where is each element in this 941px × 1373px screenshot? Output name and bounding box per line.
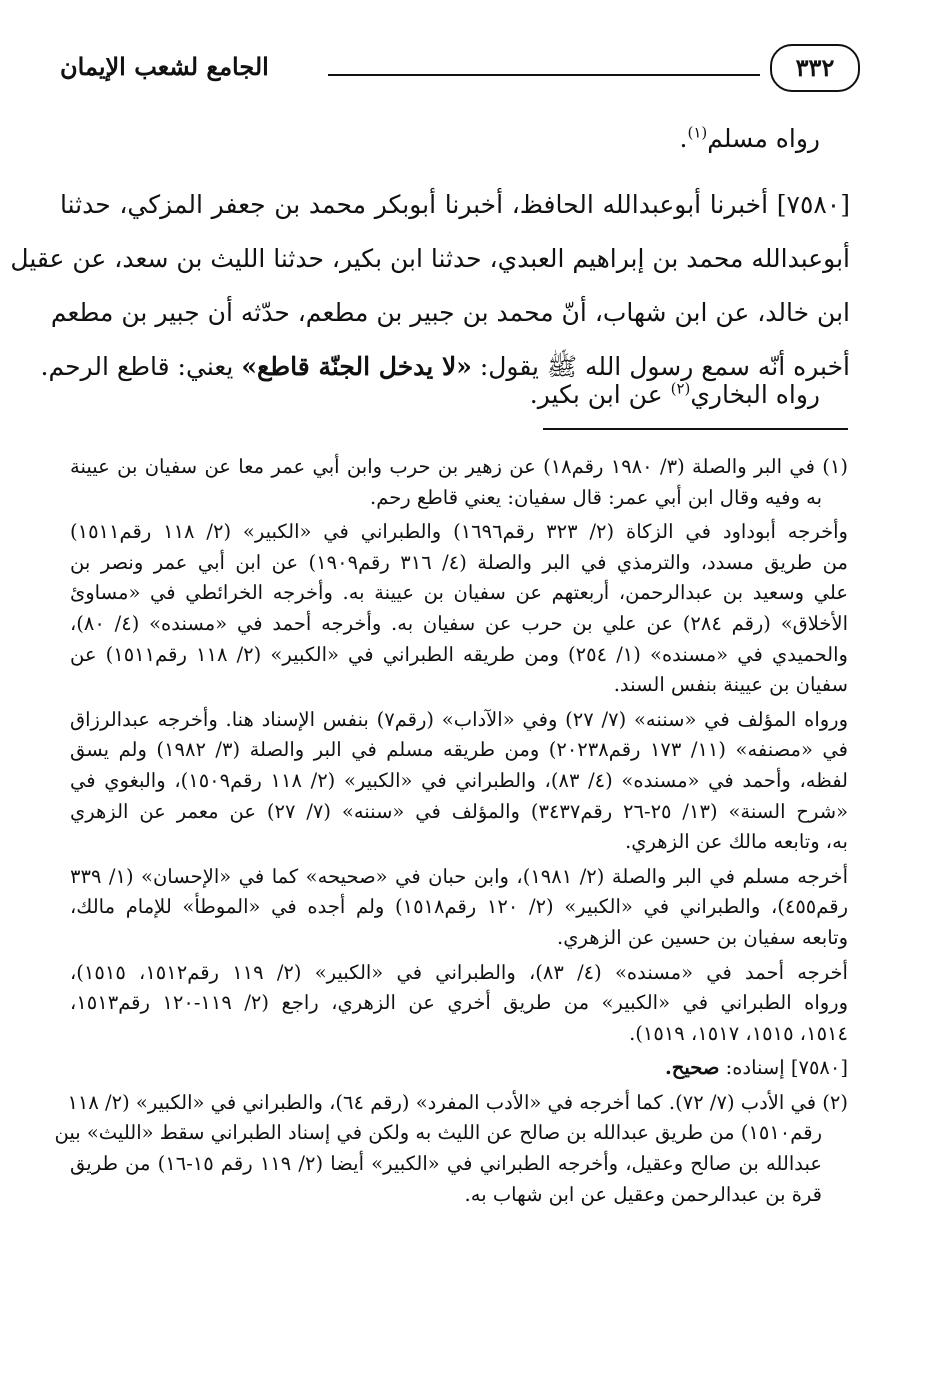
footnote-line: عبدالله بن صالح وعقيل، وأخرجه الطبراني في «الكبير» أيضا (٢/ ١١٩ رقم ١٥-١٦) من طريق <box>70 1152 822 1176</box>
footnote-line: سفيان بن عيينة بنفس السند. <box>613 673 848 697</box>
hadith-text <box>10 178 850 394</box>
footnote-line: علي وسعيد بن عبدالرحمن، أربعتهم عن سفيان بن عيينة به. وأخرجه الخرائطي في «مساوئ <box>70 581 848 605</box>
footnote-line: والحميدي في «مسنده» (١/ ٢٥٤) ومن طريقه الطبراني في «الكبير» (٢/ ١١٨ رقم١٥١١) عن <box>70 642 848 666</box>
footnote-line: وأخرجه أبوداود في الزكاة (٢/ ٣٢٣ رقم١٦٩٦) والطبراني في «الكبير» (٢/ ١١٨ رقم١٥١١) <box>70 520 848 544</box>
footnote-line: أخرجه مسلم في البر والصلة (٢/ ١٩٨١)، وابن حبان في «صحيحه» كما في «الإحسان» (١/ ٣٣٩ <box>70 864 848 888</box>
main-text-end <box>60 368 850 422</box>
footnote-line: (١) في البر والصلة (٣/ ١٩٨٠ رقم١٨) عن زهير بن حرب وابن أبي عمر معا عن سفيان بن عيينة <box>70 455 848 478</box>
main-line: [٧٥٨٠] أخبرنا أبوعبدالله الحافظ، أخبرنا أبوبكر محمد بن جعفر المزكي، حدثنا <box>60 190 850 219</box>
page-header <box>60 36 860 96</box>
footnote-line: ورواه الطبراني في «الكبير» من طريق أخري عن الزهري، راجع (٢/ ١١٩-١٢٠ رقم١٥١٣، <box>70 991 848 1015</box>
footnote-ref: (٢) <box>670 379 691 398</box>
footnote-line: به، وتابعه مالك عن الزهري. <box>625 830 848 854</box>
footnote-separator <box>543 428 848 430</box>
main-line: ابن خالد، عن ابن شهاب، أنّ محمد بن جبير بن مطعم، حدّثه أن جبير بن مطعم <box>50 298 850 327</box>
header-rule <box>328 74 760 76</box>
main-line: أخبره أنّه سمع رسول الله ﷺ يقول: «لا يدخل الجنّة قاطع» يعني: قاطع الرحم. <box>40 352 850 381</box>
footnotes <box>54 452 849 1210</box>
footnote-line: ١٥١٤، ١٥١٥، ١٥١٧، ١٥١٩). <box>629 1021 848 1045</box>
hadith-quote: «لا يدخل الجنّة قاطع» <box>241 352 472 381</box>
footnote-line: الأخلاق» (رقم ٢٨٤) عن علي بن حرب عن سفيان به. وأخرجه أحمد في «مسنده» (٤/ ٨٠)، <box>70 611 848 635</box>
main-line: رواه البخاري$^{(٢)}$ عن ابن بكير. <box>529 379 820 409</box>
footnote-line: رقم١٥١٠) من طريق عبدالله بن صالح عن الليث به ولكن في إسناد الطبراني سقط «الليث» بين <box>54 1121 822 1145</box>
page-number: ٣٣٢ <box>770 44 860 92</box>
footnote-line: من طريق مسدد، والترمذي في البر والصلة (٤/ ٣١٦ رقم١٩٠٩) عن ابن أبي عمر ونصر بن <box>70 550 848 574</box>
footnote-line: قرة بن عبدالرحمن وعقيل عن ابن شهاب به. <box>464 1182 822 1206</box>
footnote-line: ورواه المؤلف في «سننه» (٧/ ٢٧) وفي «الآداب» (رقم٧) بنفس الإسناد هنا. وأخرجه عبدالرزاق <box>70 707 848 731</box>
main-text <box>60 112 850 166</box>
main-line: أبوعبدالله محمد بن إبراهيم العبدي، حدثنا ابن بكير، حدثنا الليث بن سعد، عن عقيل <box>10 244 850 273</box>
footnote-line: في «مصنفه» (١١/ ١٧٣ رقم٢٠٢٣٨) ومن طريقه مسلم في البر والصلة (٣/ ١٩٨٢) ولم يسق <box>70 738 848 762</box>
isnad-grade: [٧٥٨٠] إسناده: صحيح. <box>665 1056 848 1080</box>
book-title: الجامع لشعب الإيمان <box>60 52 269 81</box>
footnote-line: (٢) في الأدب (٧/ ٧٢). كما أخرجه في «الأدب المفرد» (رقم ٦٤)، والطبراني في «الكبير» (٢/ ١١٨ <box>67 1090 848 1114</box>
footnote-line: أخرجه أحمد في «مسنده» (٤/ ٨٣)، والطبراني في «الكبير» (٢/ ١١٩ رقم١٥١٢، ١٥١٥)، <box>70 960 848 984</box>
footnote-line: لفظه، وأحمد في «مسنده» (٤/ ٨٣)، والطبراني في «الكبير» (٢/ ١١٨ رقم١٥٠٩)، والبغوي في <box>70 768 848 792</box>
grade-label: صحيح. <box>665 1056 720 1080</box>
footnote-line: وتابعه سفيان بن حسين عن الزهري. <box>557 925 848 949</box>
main-line: رواه مسلم$^{(١)}$. <box>679 123 820 153</box>
footnote-line: «شرح السنة» (١٣/ ٢٥-٢٦ رقم٣٤٣٧) والمؤلف في «سننه» (٧/ ٢٧) عن معمر عن الزهري <box>70 799 849 823</box>
footnote-ref: (١) <box>687 123 708 142</box>
footnote-line: به وفيه وقال ابن أبي عمر: قال سفيان: يعني قاطع رحم. <box>370 485 822 509</box>
footnote-line: رقم٤٥٥)، والطبراني في «الكبير» (٢/ ١٢٠ رقم١٥١٨) ولم أجده في «الموطأ» للإمام مالك، <box>70 895 848 919</box>
